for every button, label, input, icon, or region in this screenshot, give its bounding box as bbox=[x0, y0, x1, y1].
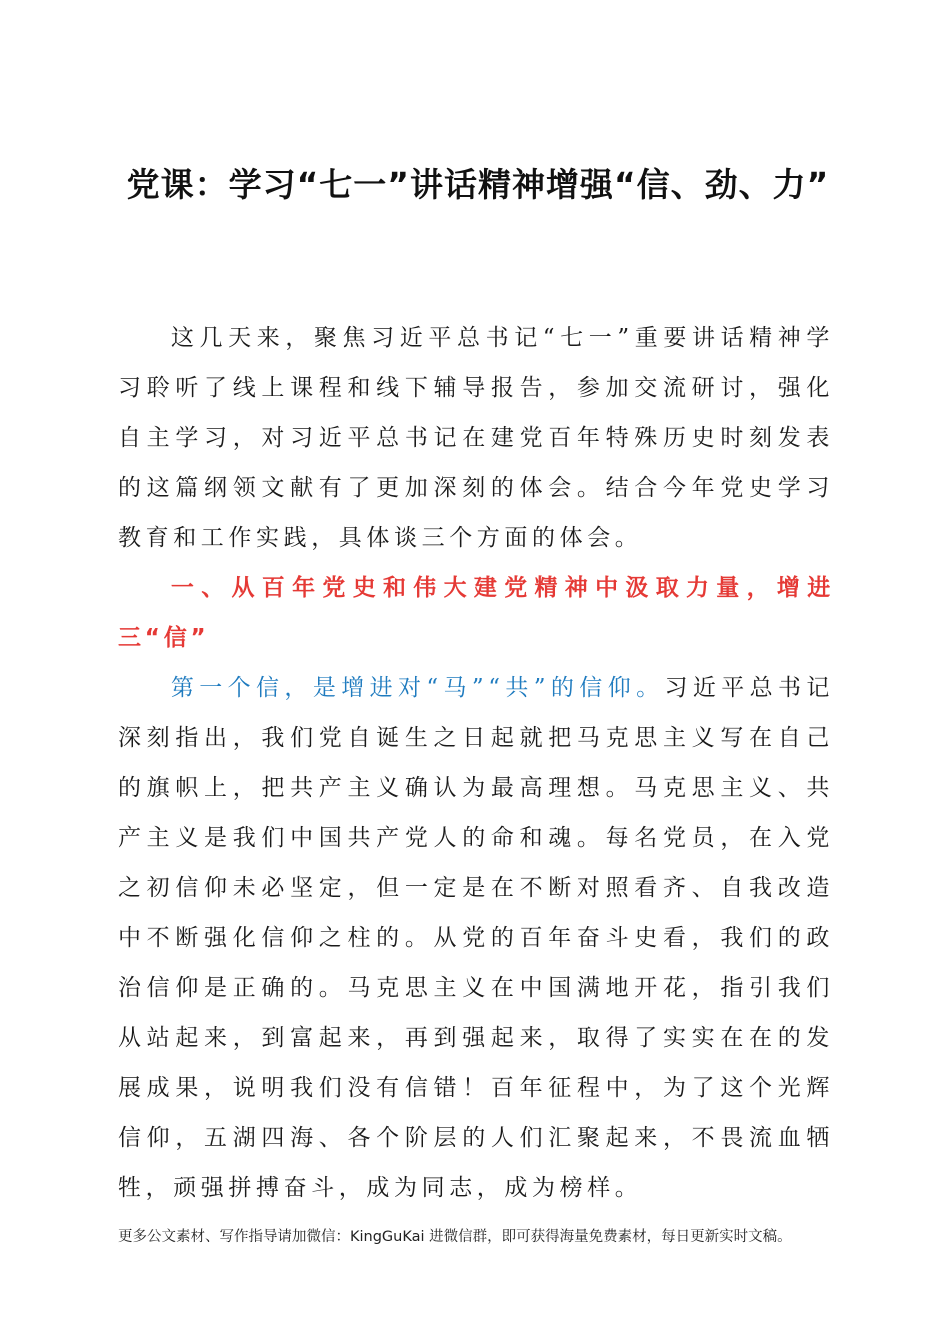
point-paragraph bbox=[118, 663, 834, 1213]
footer-note: 更多公文素材、写作指导请加微信：KingGuKai 进微信群，即可获得海量免费素材，每日更新实时文稿。 bbox=[118, 1229, 792, 1245]
section-heading: 一、从百年党史和伟大建党精神中汲取力量，增进三“信” bbox=[118, 575, 834, 651]
point-lead: 第一个信，是增进对“马”“共”的信仰。 bbox=[170, 675, 665, 701]
intro-paragraph: 这几天来，聚焦习近平总书记“七一”重要讲话精神学习聆听了线上课程和线下辅导报告，参加交流研讨，强化自主学习，对习近平总书记在建党百年特殊历史时刻发表的这篇纲领文献有了更加深刻的体会。结合今年党史学习教育和工作实践，具体谈三个方面的体会。 bbox=[118, 325, 834, 551]
document-body bbox=[118, 313, 834, 1213]
point-body: 习近平总书记深刻指出，我们党自诞生之日起就把马克思主义写在自己的旗帜上，把共产主义确认为最高理想。马克思主义、共产主义是我们中国共产党人的命和魂。每名党员，在入党之初信仰未必坚定，但一定是在不断对照看齐、自我改造中不断强化信仰之柱的。从党的百年奋斗史看，我们的政治信仰是正确的。马克思主义在中国满地开花，指引我们从站起来，到富起来，再到强起来，取得了实实在在的发展成果，说明我们没有信错！百年征程中，为了这个光辉信仰，五湖四海、各个阶层的人们汇聚起来，不畏流血牺牲，顽强拼搏奋斗，成为同志，成为榜样。 bbox=[118, 675, 834, 1201]
document-title: 党课：学习“七一”讲话精神增强“信、劲、力” bbox=[126, 165, 830, 204]
